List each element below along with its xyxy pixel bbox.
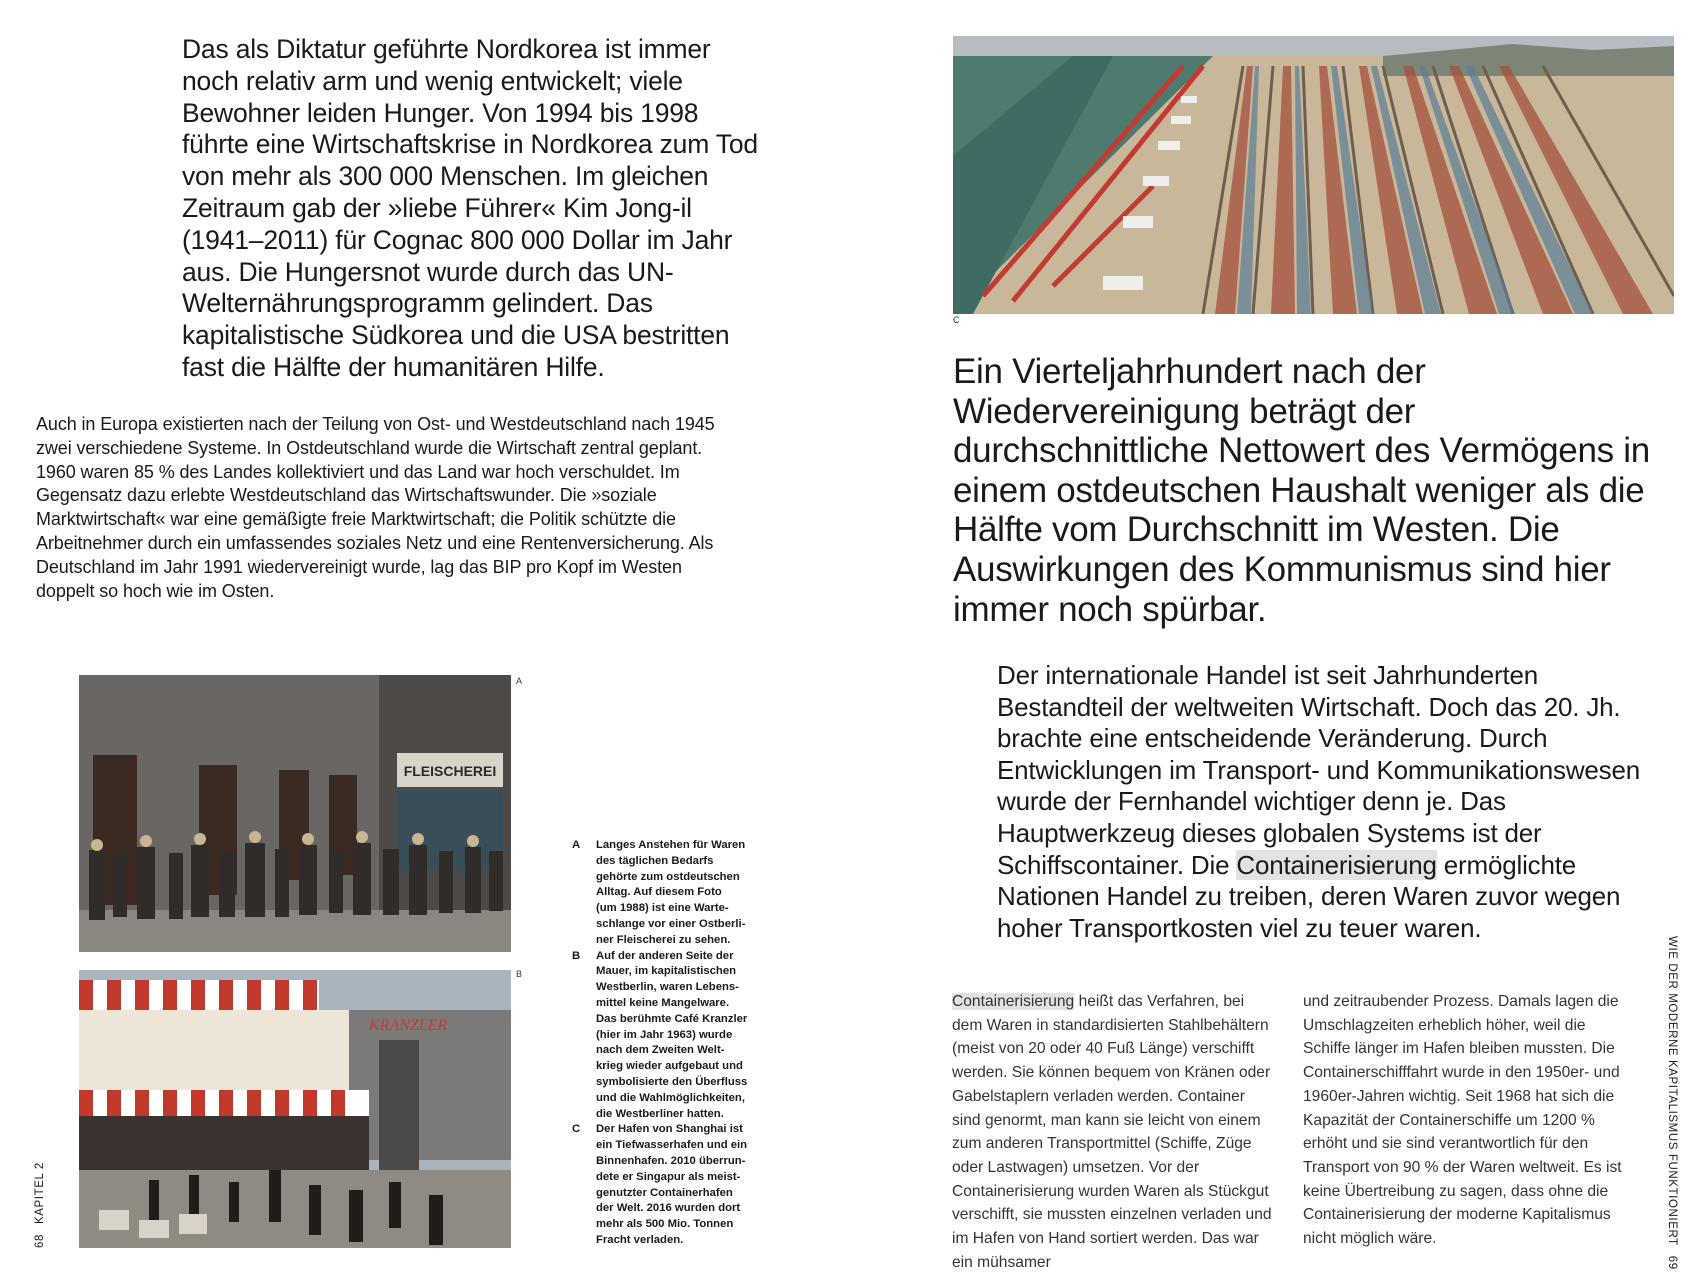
figure-captions: [572, 838, 754, 1249]
figure-b-label: B: [516, 969, 523, 979]
glossary-text-1: heißt das Verfahren, bei dem Waren in standardisierten Stahlbehältern (meist von 20 oder 40 Fuß Länge) verschifft werden. Sie können bequem von Kränen oder Gabelstaplern verladen werden. Container sind genormt, man kann sie leicht von einem zum anderen Transportmittel (Schiffe, Züge oder Lastwagen) umsetzen. Vor der Containerisierung wurden Waren als Stückgut verschifft, sie mussten einzelnen verladen und im Hafen von Hand sortiert werden. Das war ein mühsamer: [952, 993, 1272, 1271]
caption-text: Der Hafen von Shanghai ist ein Tiefwasserhafen und ein Binnenhafen. 2010 überrun- dete er Singapur als meist- genutzter Containerhafen der Welt. 2016 wurden dort mehr als 500 Mio. Tonnen Fracht verladen.: [596, 1123, 748, 1246]
lead-paragraph-right: [997, 660, 1667, 944]
glossary-column-2: und zeitraubender Prozess. Damals lagen die Umschlagzeiten erheblich höher, weil die Schiffe länger im Hafen bleiben mussten. Die Containerschifffahrt wurde in den 1950er- und 1960er-Jahren wichtig. Seit 1968 hat sich die Kapazität der Containerschiffe um 1200 % erhöht und sie sind verantwortlich für den Transport von 90 % der Waren weltweit. Es ist keine Übertreibung zu sagen, dass ohne die Containerisierung der moderne Kapitalismus nicht möglich wäre.: [1303, 993, 1622, 1248]
lead-text-after: ermöglichte Nationen Handel zu treiben, deren Waren zuvor wegen hoher Transportkosten viel zu teuer waren.: [997, 849, 1621, 943]
folio-left: [34, 1162, 46, 1248]
caption-text: Langes Anstehen für Waren des täglichen Bedarfs gehörte zum ostdeutschen Alltag. Auf diesem Foto (um 1988) ist eine Warte- schlange vor einer Ostberli- ner Fleischerei zu sehen.: [596, 839, 746, 946]
caption-text: Auf der anderen Seite der Mauer, im kapitalistischen Westberlin, waren Lebens- mittel keine Mangelware. Das berühmte Café Kranzler (hier im Jahr 1963) wurde nach dem Zweiten Welt- krieg wieder aufgebaut und symbolisierte den Überfluss und die Wahlmöglichkeiten, die Westberliner hatten.: [596, 949, 748, 1120]
caption-letter: A: [572, 839, 581, 851]
left-page: [0, 0, 849, 1280]
folio-right: [1666, 936, 1678, 1270]
body-paragraph-left: Auch in Europa existierten nach der Teilung von Ost- und Westdeutschland nach 1945 zwei verschiedene Systeme. In Ostdeutschland wurde die Wirtschaft zentral geplant. 1960 waren 85 % des Landes kollektiviert und das Land war hoch verschuldet. Im Gegensatz dazu erlebte Westdeutschland das Wirtschaftswunder. Die »soziale Marktwirtschaft« war eine gemäßigte freie Marktwirtschaft; die Politik schützte die Arbeitnehmer durch ein umfassendes soziales Netz und eine Rentenversicherung. Als Deutschland im Jahr 1991 wiedervereinigt wurde, lag das BIP pro Kopf im Westen doppelt so hoch wie im Osten.: [36, 414, 715, 601]
lead-paragraph-left: Das als Diktatur geführte Nordkorea ist immer noch relativ arm und wenig entwickelt; viele Bewohner leiden Hunger. Von 1994 bis 1998 führte eine Wirtschaftskrise in Nordkorea zum Tod von mehr als 300 000 Menschen. Im gleichen Zeitraum gab der »liebe Führer« Kim Jong-il (1941–2011) für Cognac 800 000 Dollar im Jahr aus. Die Hungersnot wurde durch das UN-Welternährungsprogramm gelindert. Das kapitalistische Südkorea und die USA bestritten fast die Hälfte der humanitären Hilfe.: [182, 34, 758, 382]
kranzler-sign: KRANZLER: [369, 1017, 448, 1034]
glossary-term: Containerisierung: [952, 993, 1075, 1010]
photo-east-berlin-queue: [79, 675, 511, 952]
page-number-left: 68: [34, 1234, 46, 1248]
caption-letter: B: [572, 949, 581, 962]
figure-a-label: A: [516, 676, 523, 686]
fleischerei-sign: FLEISCHEREI: [403, 763, 497, 779]
photo-shanghai-port: [953, 36, 1674, 314]
caption-letter: C: [572, 1123, 581, 1136]
lead-text-before: Der internationale Handel ist seit Jahrhunderten Bestandteil der weltweiten Wirtschaft. Doch das 20. Jh. brachte eine entscheidende Veränderung. Durch Entwicklungen im Transport- und Kommunikationswesen wurde der Fernhandel wichtiger denn je. Das Hauptwerkzeug dieses globalen Systems ist der Schiffscontainer. Die: [997, 660, 1640, 880]
figure-c-label: C: [953, 315, 960, 325]
caption-a: [572, 838, 754, 949]
page-number-right: 69: [1666, 1255, 1678, 1270]
glossary-term-highlight: Containerisierung: [1236, 849, 1437, 880]
pull-quote-headline: Ein Vierteljahrhundert nach der Wiedervereinigung beträgt der durchschnittliche Nettowert des Vermögens in einem ostdeutschen Haushalt weniger als die Hälfte vom Durchschnitt im Westen. Die Auswirkungen des Kommunismus sind hier immer noch spürbar.: [953, 352, 1650, 629]
caption-c: [572, 1122, 754, 1248]
running-title: WIE DER MODERNE KAPITALISMUS FUNKTIONIERT: [1666, 936, 1678, 1246]
caption-b: [572, 949, 754, 1123]
chapter-label: KAPITEL 2: [34, 1162, 46, 1224]
glossary-column-1: [952, 990, 1272, 1274]
right-page: [849, 0, 1699, 1280]
photo-cafe-kranzler: [79, 970, 511, 1248]
